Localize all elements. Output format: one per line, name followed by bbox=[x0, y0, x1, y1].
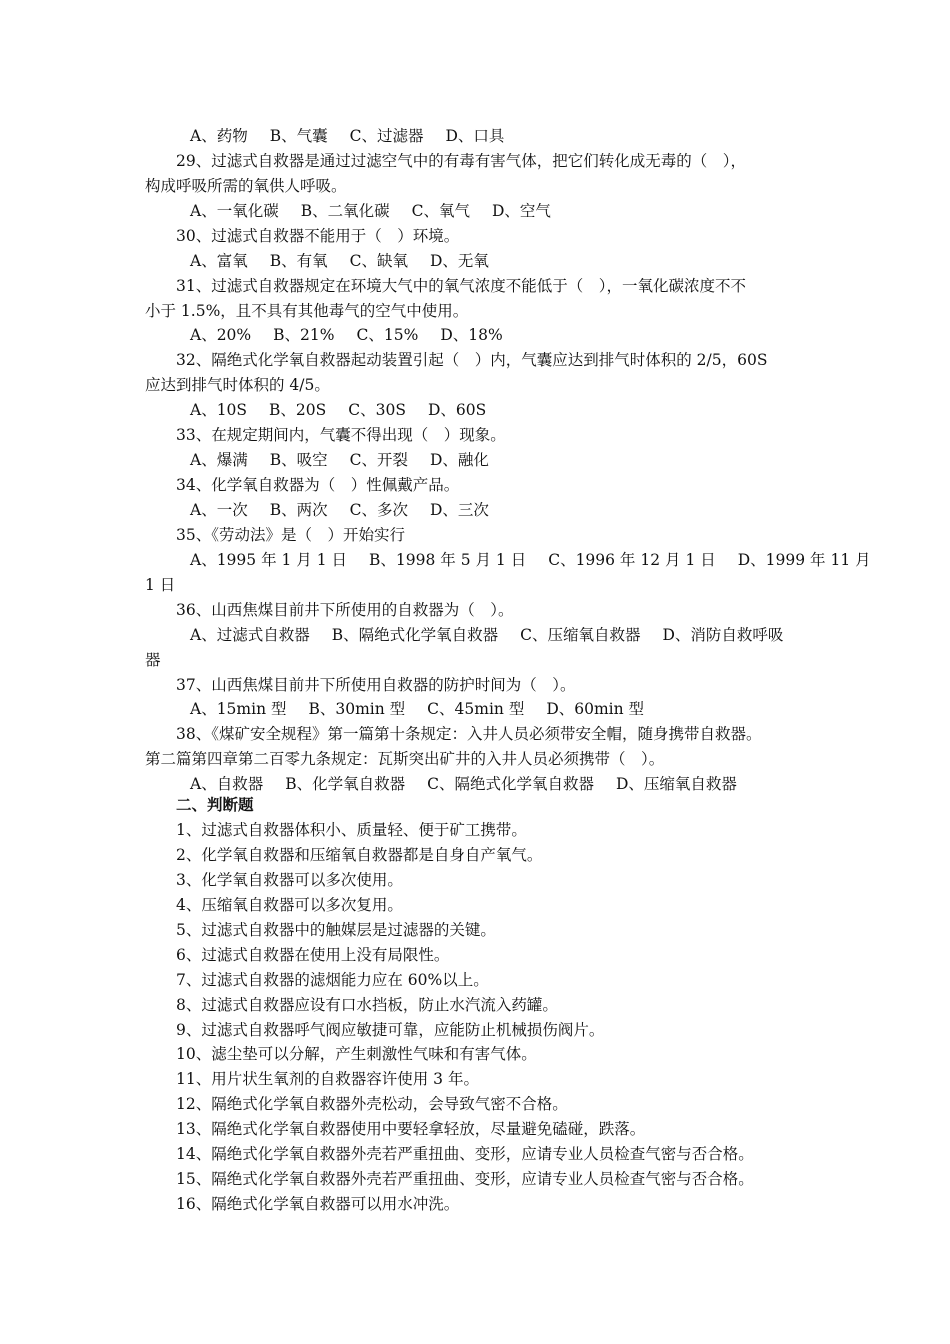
option-item: D、压缩氧自救器 bbox=[615, 775, 737, 794]
question-text: 31、过滤式自救器规定在环境大气中的氧气浓度不能低于（ ），一氧化碳浓度不不 bbox=[176, 276, 746, 295]
option-item: C、过滤器 bbox=[349, 127, 424, 145]
question-continuation: 第二篇第四章第二百零九条规定：瓦斯突出矿井的入井人员必须携带（ ）。 bbox=[145, 750, 665, 769]
option-item: C、压缩氧自救器 bbox=[520, 625, 641, 644]
question-continuation: 构成呼吸所需的氧供人呼吸。 bbox=[145, 176, 347, 195]
question-text: 36、山西焦煤目前井下所使用的自救器为（ ）。 bbox=[176, 600, 514, 619]
question-text: 33、在规定期间内，气囊不得出现（ ）现象。 bbox=[176, 426, 506, 445]
option-item: B、30min 型 bbox=[308, 700, 406, 719]
answer-options bbox=[190, 251, 489, 271]
answer-options bbox=[190, 400, 486, 420]
question-text: 1、过滤式自救器体积小、质量轻、便于矿工携带。 bbox=[176, 821, 527, 839]
option-item: A、药物 bbox=[190, 127, 248, 145]
option-item: B、两次 bbox=[269, 500, 328, 519]
question-continuation: 1 日 bbox=[145, 575, 176, 594]
option-item: C、1996 年 12 月 1 日 bbox=[548, 550, 716, 569]
question-text: 10、滤尘垫可以分解，产生刺激性气味和有害气体。 bbox=[176, 1045, 537, 1064]
option-item: B、1998 年 5 月 1 日 bbox=[369, 550, 527, 569]
option-item: B、有氧 bbox=[269, 251, 328, 270]
option-item: A、一次 bbox=[190, 500, 248, 519]
question-continuation: 器 bbox=[145, 650, 161, 669]
question-text: 12、隔绝式化学氧自救器外壳松动，会导致气密不合格。 bbox=[176, 1095, 568, 1114]
option-item: C、45min 型 bbox=[427, 700, 525, 719]
option-item: D、口具 bbox=[445, 127, 505, 145]
question-text: 38、《煤矿安全规程》第一篇第十条规定：入井人员必须带安全帽，随身携带自救器。 bbox=[176, 725, 762, 744]
option-item: A、自救器 bbox=[190, 775, 264, 794]
option-item: B、隔绝式化学氧自救器 bbox=[331, 625, 499, 644]
option-item: A、过滤式自救器 bbox=[190, 625, 310, 644]
option-item: B、20S bbox=[269, 401, 327, 420]
option-item: C、缺氧 bbox=[349, 251, 408, 270]
question-text: 5、过滤式自救器中的触媒层是过滤器的关键。 bbox=[176, 920, 496, 939]
answer-options bbox=[190, 550, 871, 570]
answer-options bbox=[190, 699, 644, 719]
option-item: D、三次 bbox=[429, 500, 489, 519]
question-text: 6、过滤式自救器在使用上没有局限性。 bbox=[176, 945, 450, 964]
question-text: 3、化学氧自救器可以多次使用。 bbox=[176, 870, 403, 889]
option-item: B、气囊 bbox=[269, 127, 328, 145]
option-item: A、1995 年 1 月 1 日 bbox=[190, 550, 347, 569]
question-text: 29、过滤式自救器是通过过滤空气中的有毒有害气体，把它们转化成无毒的（ ）， bbox=[176, 151, 746, 170]
question-text: 30、过滤式自救器不能用于（ ）环境。 bbox=[176, 226, 460, 245]
option-item: B、21% bbox=[273, 326, 335, 345]
option-item: A、富氧 bbox=[190, 251, 248, 270]
option-item: D、1999 年 11 月 bbox=[737, 550, 871, 569]
question-text: 8、过滤式自救器应设有口水挡板，防止水汽流入药罐。 bbox=[176, 995, 558, 1014]
option-item: B、化学氧自救器 bbox=[285, 775, 406, 794]
option-item: D、60min 型 bbox=[546, 700, 645, 719]
question-text: 14、隔绝式化学氧自救器外壳若严重扭曲、变形，应请专业人员检查气密与否合格。 bbox=[176, 1145, 754, 1164]
option-item: D、消防自救呼吸 bbox=[662, 625, 784, 644]
option-item: C、15% bbox=[356, 326, 419, 345]
option-item: B、二氧化碳 bbox=[300, 201, 390, 220]
question-text: 32、隔绝式化学氧自救器起动装置引起（ ）内，气囊应达到排气时体积的 2/5，60S bbox=[176, 351, 768, 370]
question-text: 13、隔绝式化学氧自救器使用中要轻拿轻放，尽量避免磕碰，跌落。 bbox=[176, 1120, 646, 1139]
option-item: C、开裂 bbox=[349, 451, 408, 470]
question-text: 37、山西焦煤目前井下所使用自救器的防护时间为（ ）。 bbox=[176, 675, 576, 694]
question-text: 11、用片状生氧剂的自救器容许使用 3 年。 bbox=[176, 1070, 479, 1089]
option-item: D、融化 bbox=[429, 451, 489, 470]
option-item: A、15min 型 bbox=[190, 700, 287, 719]
option-item: B、吸空 bbox=[269, 451, 328, 470]
option-item: A、爆满 bbox=[190, 451, 248, 470]
question-text: 15、隔绝式化学氧自救器外壳若严重扭曲、变形，应请专业人员检查气密与否合格。 bbox=[176, 1170, 754, 1189]
answer-options bbox=[190, 201, 551, 221]
answer-options bbox=[190, 774, 737, 794]
question-text: 34、化学氧自救器为（ ）性佩戴产品。 bbox=[176, 476, 460, 494]
option-item: D、60S bbox=[427, 401, 487, 420]
question-text: 16、隔绝式化学氧自救器可以用水冲洗。 bbox=[176, 1195, 460, 1213]
answer-options bbox=[190, 500, 489, 520]
answer-options bbox=[190, 450, 489, 470]
question-text: 7、过滤式自救器的滤烟能力应在 60%以上。 bbox=[176, 970, 489, 989]
option-item: A、20% bbox=[190, 326, 252, 345]
answer-options bbox=[190, 325, 503, 345]
question-continuation: 应达到排气时体积的 4/5。 bbox=[145, 376, 330, 395]
answer-options bbox=[190, 126, 504, 146]
option-item: D、无氧 bbox=[429, 251, 489, 270]
option-item: C、氧气 bbox=[411, 201, 470, 220]
option-item: D、18% bbox=[440, 326, 503, 345]
option-item: D、空气 bbox=[491, 201, 551, 220]
option-item: A、10S bbox=[190, 401, 248, 420]
question-text: 9、过滤式自救器呼气阀应敏捷可靠，应能防止机械损伤阀片。 bbox=[176, 1020, 605, 1039]
question-text: 4、压缩氧自救器可以多次复用。 bbox=[176, 895, 403, 914]
question-text: 35、《劳动法》是（ ）开始实行 bbox=[176, 525, 405, 544]
question-text: 2、化学氧自救器和压缩氧自救器都是自身自产氧气。 bbox=[176, 846, 543, 864]
option-item: C、隔绝式化学氧自救器 bbox=[427, 775, 594, 794]
option-item: C、30S bbox=[348, 401, 406, 420]
answer-options bbox=[190, 625, 783, 645]
option-item: A、一氧化碳 bbox=[190, 201, 279, 220]
option-item: C、多次 bbox=[349, 500, 408, 519]
section-heading: 二、判断题 bbox=[176, 795, 254, 815]
question-continuation: 小于 1.5%，且不具有其他毒气的空气中使用。 bbox=[145, 301, 469, 320]
